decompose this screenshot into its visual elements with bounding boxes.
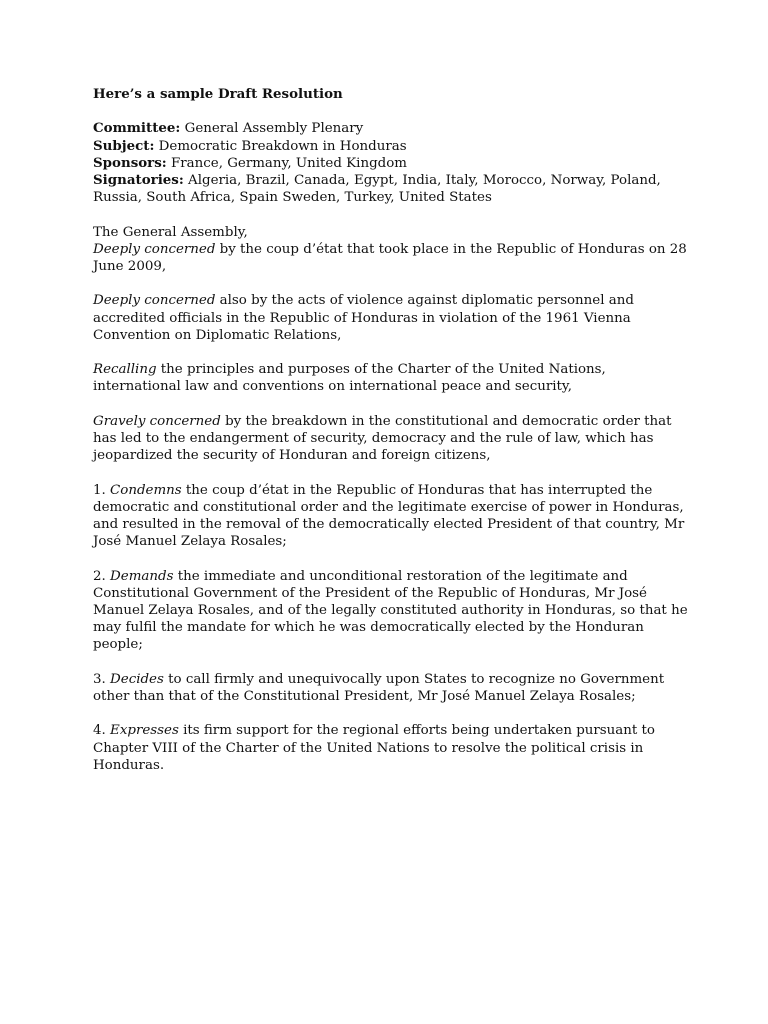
document-page [93, 86, 693, 791]
sponsors-line [93, 155, 693, 172]
clause-text: to call firmly and unequivocally upon States to recognize no Government other than that of the Constitutional President, Mr José Manuel Zelaya Rosales; [93, 671, 665, 704]
subject-line [93, 138, 693, 155]
clause-lead: Decides [110, 671, 164, 687]
committee-label: Committee: [93, 120, 181, 137]
clause-text: also by the acts of violence against diplomatic personnel and accredited officials in the Republic of Honduras in violation of the 1961 Vienna Convention on Diplomatic Relations, [93, 293, 634, 343]
document-title: Here’s a sample Draft Resolution [93, 86, 343, 102]
clause-text: by the coup d’état that took place in the Republic of Honduras on 28 June 2009, [93, 241, 687, 274]
subject-label: Subject: [93, 137, 155, 154]
signatories-label: Signatories: [93, 172, 184, 188]
clause-lead: Demands [110, 568, 174, 584]
sponsors-value: France, Germany, United Kingdom [166, 155, 407, 171]
preambular-clause [93, 241, 693, 275]
preambular-clause [93, 361, 693, 395]
clause-number: 2. [93, 568, 111, 584]
clause-lead: Gravely concerned [93, 413, 221, 429]
committee-value: General Assembly Plenary [180, 121, 364, 137]
signatories-value: Algeria, Brazil, Canada, Egypt, India, Italy, Morocco, Norway, Poland, Russia, South Africa, Spain Sweden, Turkey, United States [93, 173, 661, 206]
clause-text: the immediate and unconditional restoration of the legitimate and Constitutional Government of the President of the Republic of Honduras, Mr José Manuel Zelaya Rosales, and of the legally constituted authority in Honduras, so that he may fulfil the mandate for which he was democratically elected by the Honduran people; [93, 568, 688, 653]
operative-clause [93, 722, 693, 774]
subject-value: Democratic Breakdown in Honduras [154, 138, 407, 154]
clause-text: by the breakdown in the constitutional and democratic order that has led to the endangerment of security, democracy and the rule of law, which has jeopardized the security of Honduran and foreign citizens, [93, 413, 672, 464]
opening-line: The General Assembly, [93, 224, 248, 240]
clause-lead: Deeply concerned [93, 293, 216, 309]
preambular-clause [93, 292, 693, 344]
resolution-header [93, 120, 693, 206]
clause-number: 3. [93, 671, 111, 687]
operative-clause [93, 568, 693, 654]
clause-text: the principles and purposes of the Charter of the United Nations, international law and conventions on international peace and security, [93, 362, 606, 395]
sponsors-label: Sponsors: [93, 154, 167, 171]
signatories-line [93, 172, 693, 206]
committee-line [93, 120, 693, 137]
clause-lead: Condemns [110, 482, 182, 498]
clause-lead: Recalling [93, 362, 157, 378]
operative-clause [93, 482, 693, 551]
preambular-clause [93, 413, 693, 465]
clause-number: 1. [93, 482, 111, 498]
clause-number: 4. [93, 723, 111, 739]
clause-lead: Deeply concerned [93, 241, 216, 257]
clause-lead: Expresses [110, 723, 179, 739]
clause-text: the coup d’état in the Republic of Honduras that has interrupted the democratic and constitutional order and the legitimate exercise of power in Honduras, and resulted in the removal of the democratically elected President of that country, Mr José Manuel Zelaya Rosales; [93, 482, 685, 550]
clause-text: its firm support for the regional efforts being undertaken pursuant to Chapter VIII of the Charter of the United Nations to resolve the political crisis in Honduras. [93, 723, 655, 773]
operative-clause [93, 671, 693, 705]
